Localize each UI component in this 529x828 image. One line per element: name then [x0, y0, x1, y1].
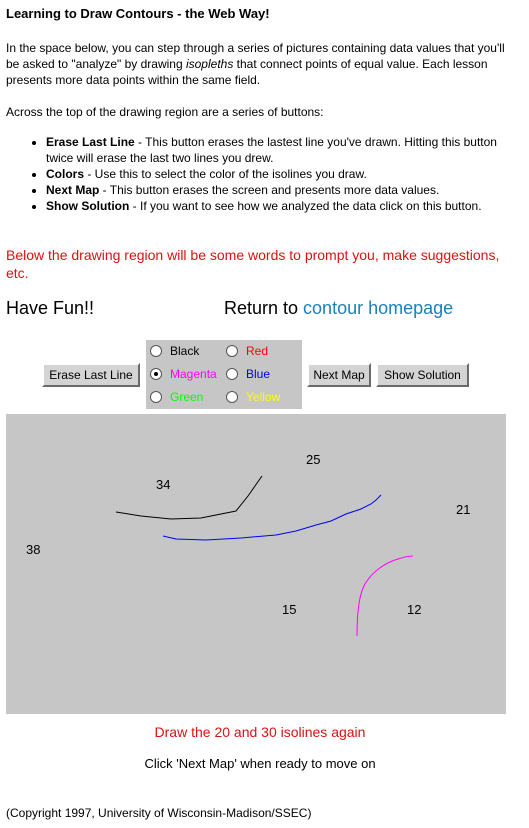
data-value-label: 12 [407, 602, 422, 617]
intro-text-start: In the space below, you can step through a series of pictures containing data values that you'll be asked to "analyze" by drawing [6, 41, 505, 71]
feature-desc: - If you want to see how we analyzed the data click on this button. [129, 199, 482, 213]
blue-isoline [163, 495, 381, 540]
color-label: Red [246, 344, 269, 358]
radio-button-icon[interactable] [226, 345, 238, 357]
color-label: Black [170, 344, 200, 358]
show-solution-button[interactable]: Show Solution [376, 363, 469, 387]
feature-desc: - Use this to select the color of the isolines you draw. [84, 167, 367, 181]
intro-paragraph [6, 40, 506, 88]
radio-button-icon[interactable] [150, 345, 162, 357]
below-region-note: Below the drawing region will be some words to prompt you, make suggestions, etc. [6, 247, 500, 281]
data-value-label: 25 [306, 452, 321, 467]
radio-button-icon[interactable] [226, 391, 238, 403]
black-isoline [116, 476, 262, 519]
copyright-notice: (Copyright 1997, University of Wisconsin-Madison/SSEC) [6, 806, 312, 820]
color-label: Magenta [170, 367, 217, 381]
feature-desc: - This button erases the screen and presents more data values. [99, 183, 440, 197]
feature-term: Colors [46, 167, 85, 181]
feature-item-show-solution [46, 198, 504, 214]
intro-text-end: that connect points of equal value. Each lesson presents more data points within the same field. [6, 57, 488, 87]
page-title: Learning to Draw Contours - the Web Way! [6, 6, 270, 21]
radio-button-selected-icon[interactable] [150, 368, 162, 380]
feature-item-erase [46, 134, 504, 166]
data-value-label: 15 [282, 602, 297, 617]
feature-term: Erase Last Line [46, 135, 135, 149]
feature-desc: - This button erases the lastest line you've drawn. Hitting this button twice will erase the last two lines you drew. [46, 135, 497, 165]
feature-term: Next Map [46, 183, 100, 197]
contour-homepage-link[interactable]: contour homepage [303, 298, 454, 318]
isoline-layer [6, 414, 506, 714]
drawing-prompt: Draw the 20 and 30 isolines again [154, 724, 366, 740]
radio-button-icon[interactable] [226, 368, 238, 380]
color-selector [146, 340, 302, 409]
buttons-intro: Across the top of the drawing region are a series of buttons: [6, 105, 324, 119]
intro-text-italic: isopleths [185, 57, 234, 71]
feature-item-next-map [46, 182, 504, 198]
feature-item-colors [46, 166, 504, 182]
data-value-label: 21 [456, 502, 471, 517]
feature-term: Show Solution [46, 199, 130, 213]
next-map-hint: Click 'Next Map' when ready to move on [144, 756, 376, 771]
drawing-region[interactable] [6, 414, 506, 714]
color-label: Blue [246, 367, 271, 381]
feature-list [6, 134, 504, 214]
data-value-label: 38 [26, 542, 41, 557]
color-label: Yellow [246, 390, 281, 404]
radio-button-icon[interactable] [150, 391, 162, 403]
have-fun-heading: Have Fun!! [6, 298, 95, 318]
erase-last-line-button[interactable]: Erase Last Line [42, 363, 140, 387]
return-prefix: Return to [224, 298, 304, 318]
next-map-button[interactable]: Next Map [307, 363, 371, 387]
magenta-isoline [357, 556, 413, 636]
data-value-label: 34 [156, 477, 171, 492]
color-label: Green [170, 390, 204, 404]
return-heading [224, 298, 453, 319]
